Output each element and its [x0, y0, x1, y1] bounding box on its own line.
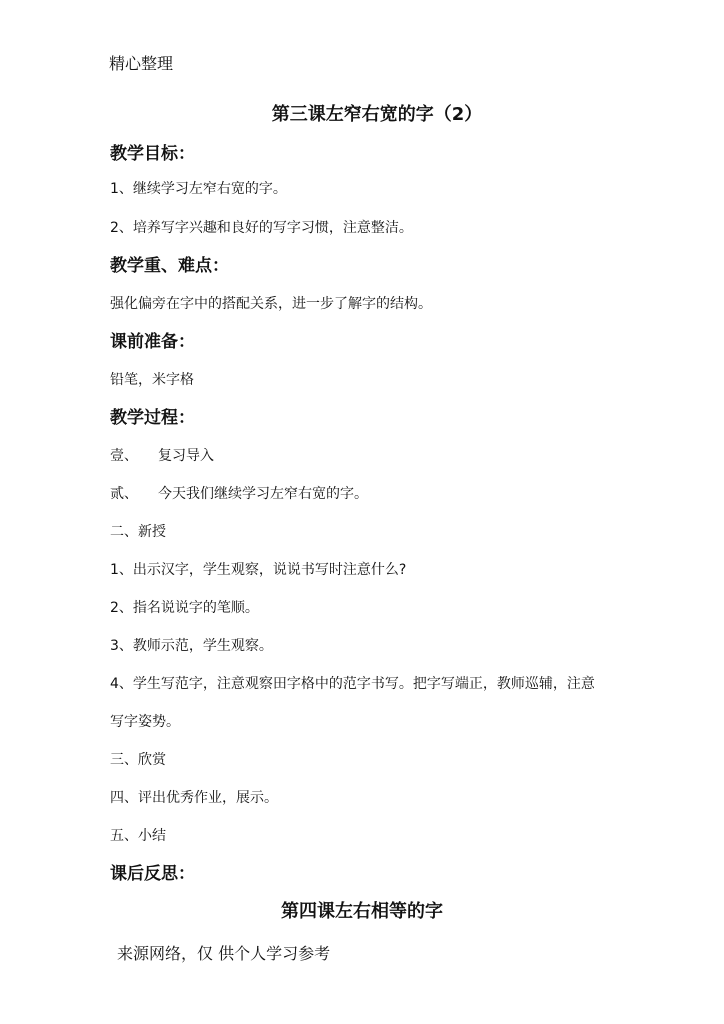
header-note: 精心整理 [109, 54, 174, 73]
process-step-1-number: 壹、 [110, 448, 138, 464]
goals-heading: 教学目标： [110, 144, 195, 164]
preparation-heading: 课前准备： [110, 332, 195, 352]
new-lesson-item-4-line-2: 写字姿势。 [110, 714, 180, 730]
goal-item-2: 2、培养写字兴趣和良好的写字习惯，注意整洁。 [110, 220, 413, 236]
evaluation-heading: 四、评出优秀作业，展示。 [110, 790, 278, 806]
new-lesson-item-3: 3、教师示范，学生观察。 [110, 638, 273, 654]
key-points-heading: 教学重、难点： [110, 256, 229, 276]
process-step-2-text: 今天我们继续学习左窄右宽的字。 [158, 486, 368, 502]
new-lesson-item-2: 2、指名说说字的笔顺。 [110, 600, 259, 616]
new-lesson-heading: 二、新授 [110, 524, 166, 540]
new-lesson-item-4-line-1: 4、学生写范字，注意观察田字格中的范字书写。把字写端正，教师巡辅，注意 [110, 676, 595, 692]
process-step-1-text: 复习导入 [158, 448, 214, 464]
new-lesson-item-1: 1、出示汉字，学生观察，说说书写时注意什么? [110, 562, 407, 578]
process-heading: 教学过程： [110, 408, 195, 428]
footer-note: 来源网络，仅 供个人学习参考 [117, 944, 331, 963]
key-points-text: 强化偏旁在字中的搭配关系，进一步了解字的结构。 [110, 296, 432, 312]
preparation-text: 铅笔，米字格 [110, 372, 194, 388]
process-step-2 [110, 487, 368, 501]
appreciation-heading: 三、欣赏 [110, 752, 166, 768]
summary-heading: 五、小结 [110, 828, 166, 844]
process-step-2-number: 贰、 [110, 486, 138, 502]
lesson3-title: 第三课左窄右宽的字（2） [271, 104, 483, 125]
goal-item-1: 1、继续学习左窄右宽的字。 [110, 181, 287, 197]
lesson4-title: 第四课左右相等的字 [281, 901, 443, 922]
process-step-1 [110, 449, 214, 463]
reflection-heading: 课后反思： [110, 864, 195, 884]
